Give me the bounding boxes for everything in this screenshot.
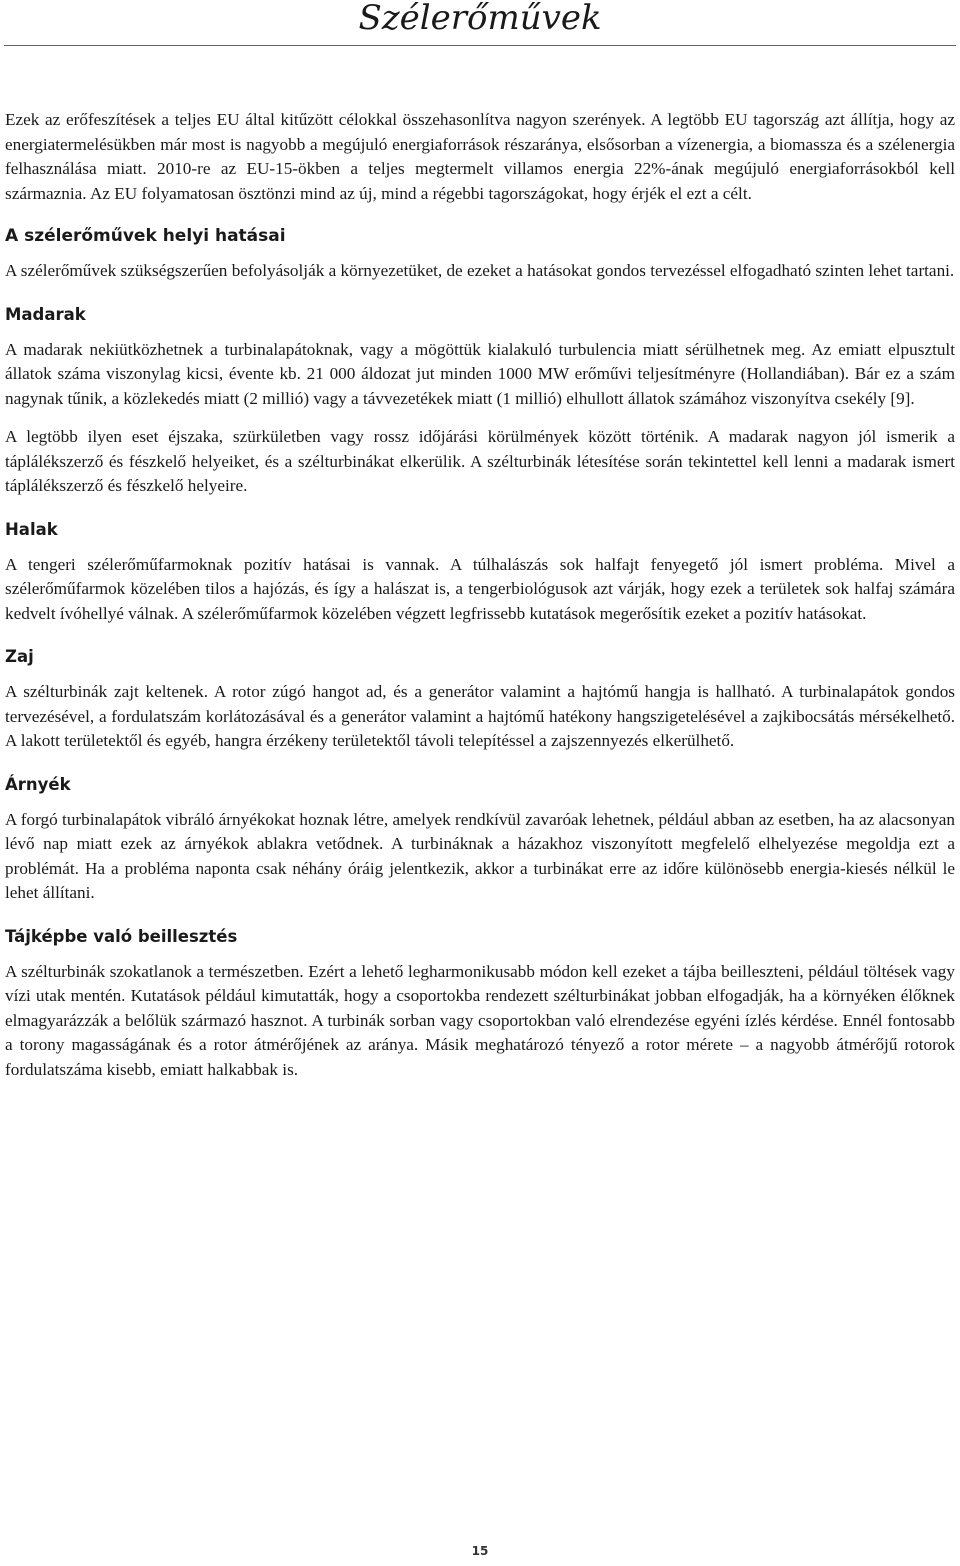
page-number: 15 (471, 1544, 489, 1558)
document-body (5, 108, 955, 1082)
subheading-birds: Madarak (5, 304, 86, 324)
subheading-shadow: Árnyék (5, 774, 71, 794)
birds-paragraph-1: A madarak nekiütközhetnek a turbinalapátoknak, vagy a mögöttük kialakuló turbulencia miatt sérülhetnek meg. Az emiatt elpusztult állatok száma viszonylag kicsi, évente kb. 21 000 áldozat jut minden 1000 MW erőművi teljesítményre (Hollandiában). Bár ez a szám nagynak tűnik, a közlekedés miatt (2 millió) vagy a távvezetékek miatt (1 millió) elhullott állatok számához viszonyítva csekély [9]. (5, 339, 955, 408)
shadow-paragraph: A forgó turbinalapátok vibráló árnyékokat hoznak létre, amelyek rendkívül zavaróak lehetnek, például abban az esetben, ha az alacsonyan lévő nap miatt ezek az árnyékok ablakra vetődnek. A turbináknak a házakhoz viszonyított megfelelő elhelyezése megoldja ezt a problémát. Ha a probléma naponta csak néhány óráig jelentkezik, akkor a turbinákat erre az időre különösebb energia-kiesés nélkül le lehet állítani. (5, 809, 955, 902)
landscape-paragraph: A szélturbinák szokatlanok a természetben. Ezért a lehető legharmonikusabb módon kell ezeket a tájba beilleszteni, például töltések vagy vízi utak mentén. Kutatások például kimutatták, hogy a csoportokba rendezett szélturbinákat jobban elfogadják, ha a környéken élőknek elmagyarázzák a belőlük származó hasznot. A turbinák sorban vagy csoportokban való elrendezése egyéni ízlés kérdése. Ennél fontosabb a torony magasságának és a rotor átmérőjének az aránya. Másik meghatározó tényező a rotor mérete – a nagyobb átmérőjű rotorok fordulatszáma kisebb, emiatt halkabbak is. (5, 961, 955, 1079)
page-title: Szélerőművek (358, 0, 602, 38)
title-divider (4, 45, 956, 46)
subheading-noise: Zaj (5, 647, 34, 666)
fish-paragraph: A tengeri szélerőműfarmoknak pozitív hatásai is vannak. A túlhalászás sok halfajt fenyegető jól ismert probléma. Mivel a szélerőműfarmok közelében tilos a hajózás, és így a halászat is, a tengerbiológusok azt várják, hogy ezek a területek sok halfaj számára kedvelt ívóhellyé válnak. A szélerőműfarmok közelében végzett legfrissebb kutatások megerősítik ezeket a pozitív hatásokat. (5, 554, 955, 623)
birds-paragraph-2: A legtöbb ilyen eset éjszaka, szürkületben vagy rossz időjárási körülmények között történik. A madarak nagyon jól ismerik a táplálékszerző és fészkelő helyeiket, és a szélturbinákat elkerülik. A szélturbinák létesítése során tekintettel kell lenni a madarak ismert táplálékszerző és fészkelő helyeire. (5, 427, 955, 495)
subheading-fish: Halak (5, 519, 58, 539)
section-heading-local-effects: A szélerőművek helyi hatásai (5, 226, 286, 246)
subheading-landscape: Tájképbe való beillesztés (5, 926, 238, 946)
noise-paragraph: A szélturbinák zajt keltenek. A rotor zúgó hangot ad, és a generátor valamint a hajtómű hangja is hallható. A turbinalapátok gondos tervezésével, a fordulatszám korlátozásával és a generátor valamint a hajtómű hatékony hangszigetelésével a zajkibocsátás mérsékelhető. A lakott területektől és egyéb, hangra érzékeny területektől távoli telepítéssel a zajszennyezés elkerülhető. (5, 682, 955, 750)
local-effects-paragraph: A szélerőművek szükségszerűen befolyásolják a környezetüket, de ezeket a hatásokat gondos tervezéssel elfogadható szinten lehet tartani. (5, 261, 955, 280)
intro-paragraph: Ezek az erőfeszítések a teljes EU által kitűzött célokkal összehasonlítva nagyon szerények. A legtöbb EU tagország azt állítja, hogy az energiatermelésükben már most is nagyobb a megújuló energiaforrások részaránya, elsősorban a vízenergia, a biomassza és a szélenergia felhasználása miatt. 2010-re az EU-15-ökben a teljes megtermelt villamos energia 22%-ának megújuló energiaforrásokból kell származnia. Az EU folyamatosan ösztönzi mind az új, mind a régebbi tagországokat, hogy érjék el ezt a célt. (5, 110, 955, 203)
